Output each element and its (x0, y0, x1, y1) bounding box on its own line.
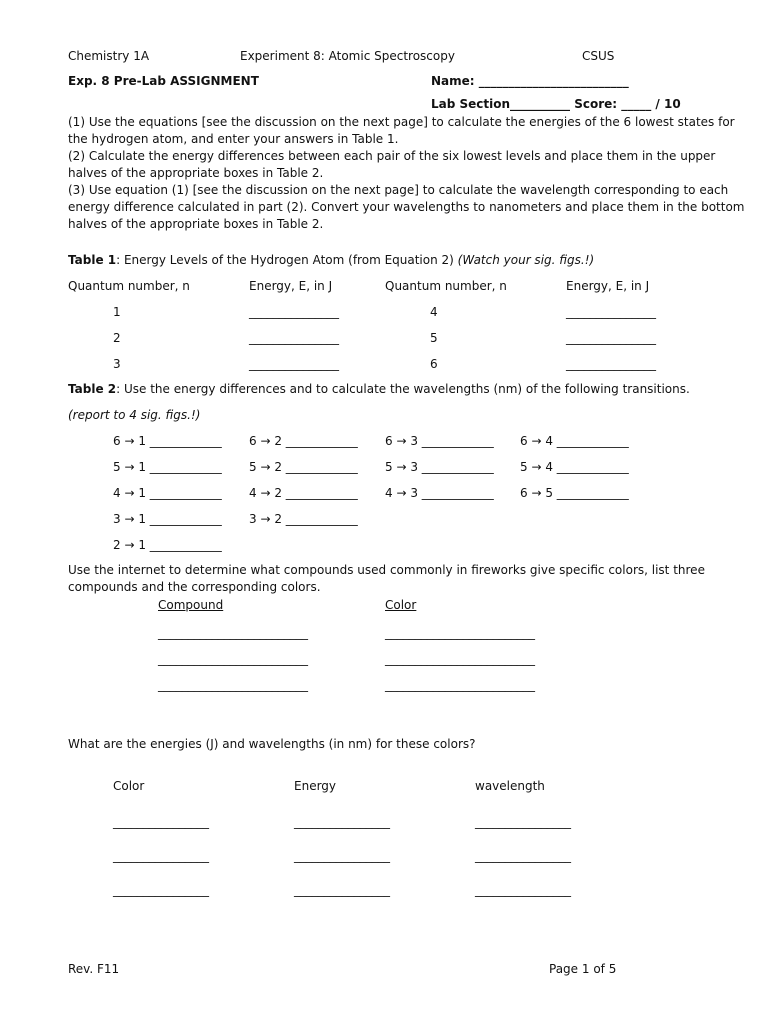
instruction-line: (3) Use equation (1) [see the discussion on the next page] to calculate the wavelength corresponding to each (68, 183, 729, 197)
energy-blank[interactable]: _______________ (249, 357, 339, 371)
color-answer-blank[interactable]: ________________ (113, 815, 209, 829)
wavelength-column-header: wavelength (475, 779, 545, 793)
fireworks-instruction-line: Use the internet to determine what compounds used commonly in fireworks give specific colors, list three (68, 563, 705, 577)
wavelength-answer-blank[interactable]: ________________ (475, 883, 571, 897)
table1-col-e-left: Energy, E, in J (249, 279, 333, 293)
table1-n-value: 6 (430, 357, 438, 371)
table2-title: : Use the energy differences and to calculate the wavelengths (nm) of the following transitions. (116, 382, 690, 396)
energy-blank[interactable]: _______________ (249, 331, 339, 345)
table1-n-value: 1 (113, 305, 121, 319)
instructions (68, 114, 745, 233)
color-answer-blank[interactable]: ________________ (113, 849, 209, 863)
energy-blank[interactable]: _______________ (249, 305, 339, 319)
transition-blank[interactable]: 4 → 2 ____________ (249, 486, 358, 500)
table1-col-e-right: Energy, E, in J (566, 279, 650, 293)
table1-caption (68, 253, 594, 267)
energy-answer-blank[interactable]: ________________ (294, 883, 390, 897)
instruction-line: the hydrogen atom, and enter your answers in Table 1. (68, 132, 399, 146)
table2-note: (report to 4 sig. figs.!) (68, 408, 201, 422)
table1-n-value: 4 (430, 305, 438, 319)
transition-blank[interactable]: 6 → 4 ____________ (520, 434, 629, 448)
table1-col-n-right: Quantum number, n (385, 279, 507, 293)
table1-note: (Watch your sig. figs.!) (457, 253, 595, 267)
fireworks-instruction-line: compounds and the corresponding colors. (68, 580, 321, 594)
instruction-line: halves of the appropriate boxes in Table 2. (68, 166, 324, 180)
transition-blank[interactable]: 2 → 1 ____________ (113, 538, 222, 552)
color-blank[interactable]: _________________________ (385, 626, 535, 640)
energy-blank[interactable]: _______________ (566, 357, 656, 371)
page-number: Page 1 of 5 (549, 962, 617, 976)
transition-blank[interactable]: 3 → 1 ____________ (113, 512, 222, 526)
instruction-line: (2) Calculate the energy differences between each pair of the six lowest levels and place them in the upper (68, 149, 716, 163)
revision-label: Rev. F11 (68, 962, 120, 976)
table1-col-n-left: Quantum number, n (68, 279, 190, 293)
color-blank[interactable]: _________________________ (385, 652, 535, 666)
transition-blank[interactable]: 5 → 1 ____________ (113, 460, 222, 474)
transition-blank[interactable]: 4 → 1 ____________ (113, 486, 222, 500)
compound-blank[interactable]: _________________________ (158, 626, 308, 640)
instruction-line: halves of the appropriate boxes in Table 2. (68, 217, 324, 231)
table2-caption (68, 382, 690, 396)
compound-blank[interactable]: _________________________ (158, 652, 308, 666)
transition-blank[interactable]: 5 → 3 ____________ (385, 460, 494, 474)
table1-title: : Energy Levels of the Hydrogen Atom (from Equation 2) (116, 253, 458, 267)
course-title: Chemistry 1A (68, 49, 150, 63)
experiment-title: Experiment 8: Atomic Spectroscopy (240, 49, 455, 63)
transition-blank[interactable]: 6 → 3 ____________ (385, 434, 494, 448)
wavelength-answer-blank[interactable]: ________________ (475, 815, 571, 829)
table1-label: Table 1 (68, 253, 117, 267)
color-column-header: Color (113, 779, 145, 793)
school-name: CSUS (582, 49, 615, 63)
assignment-title: Exp. 8 Pre-Lab ASSIGNMENT (68, 74, 259, 88)
transition-blank[interactable]: 5 → 4 ____________ (520, 460, 629, 474)
transition-blank[interactable]: 5 → 2 ____________ (249, 460, 358, 474)
energy-column-header: Energy (294, 779, 337, 793)
energy-blank[interactable]: _______________ (566, 331, 656, 345)
compound-blank[interactable]: _________________________ (158, 678, 308, 692)
color-answer-blank[interactable]: ________________ (113, 883, 209, 897)
energy-answer-blank[interactable]: ________________ (294, 849, 390, 863)
energies-question: What are the energies (J) and wavelengths (in nm) for these colors? (68, 737, 476, 751)
name-field[interactable]: Name: _________________________ (431, 74, 629, 88)
table1-n-value: 2 (113, 331, 121, 345)
instruction-line: energy difference calculated in part (2). Convert your wavelengths to nanometers and place them in the bottom (68, 200, 745, 214)
transition-blank[interactable]: 3 → 2 ____________ (249, 512, 358, 526)
table2-label: Table 2 (68, 382, 117, 396)
energy-answer-blank[interactable]: ________________ (294, 815, 390, 829)
table1-n-value: 3 (113, 357, 121, 371)
lab-section-score[interactable]: Lab Section__________ Score: _____ / 10 (431, 97, 681, 111)
color-blank[interactable]: _________________________ (385, 678, 535, 692)
wavelength-answer-blank[interactable]: ________________ (475, 849, 571, 863)
transition-blank[interactable]: 4 → 3 ____________ (385, 486, 494, 500)
transition-blank[interactable]: 6 → 2 ____________ (249, 434, 358, 448)
instruction-line: (1) Use the equations [see the discussion on the next page] to calculate the energies of the 6 lowest states for (68, 115, 735, 129)
transition-blank[interactable]: 6 → 1 ____________ (113, 434, 222, 448)
transition-blank[interactable]: 6 → 5 ____________ (520, 486, 629, 500)
energy-blank[interactable]: _______________ (566, 305, 656, 319)
compound-header: Compound (158, 598, 224, 612)
table1-n-value: 5 (430, 331, 438, 345)
color-header: Color (385, 598, 417, 612)
